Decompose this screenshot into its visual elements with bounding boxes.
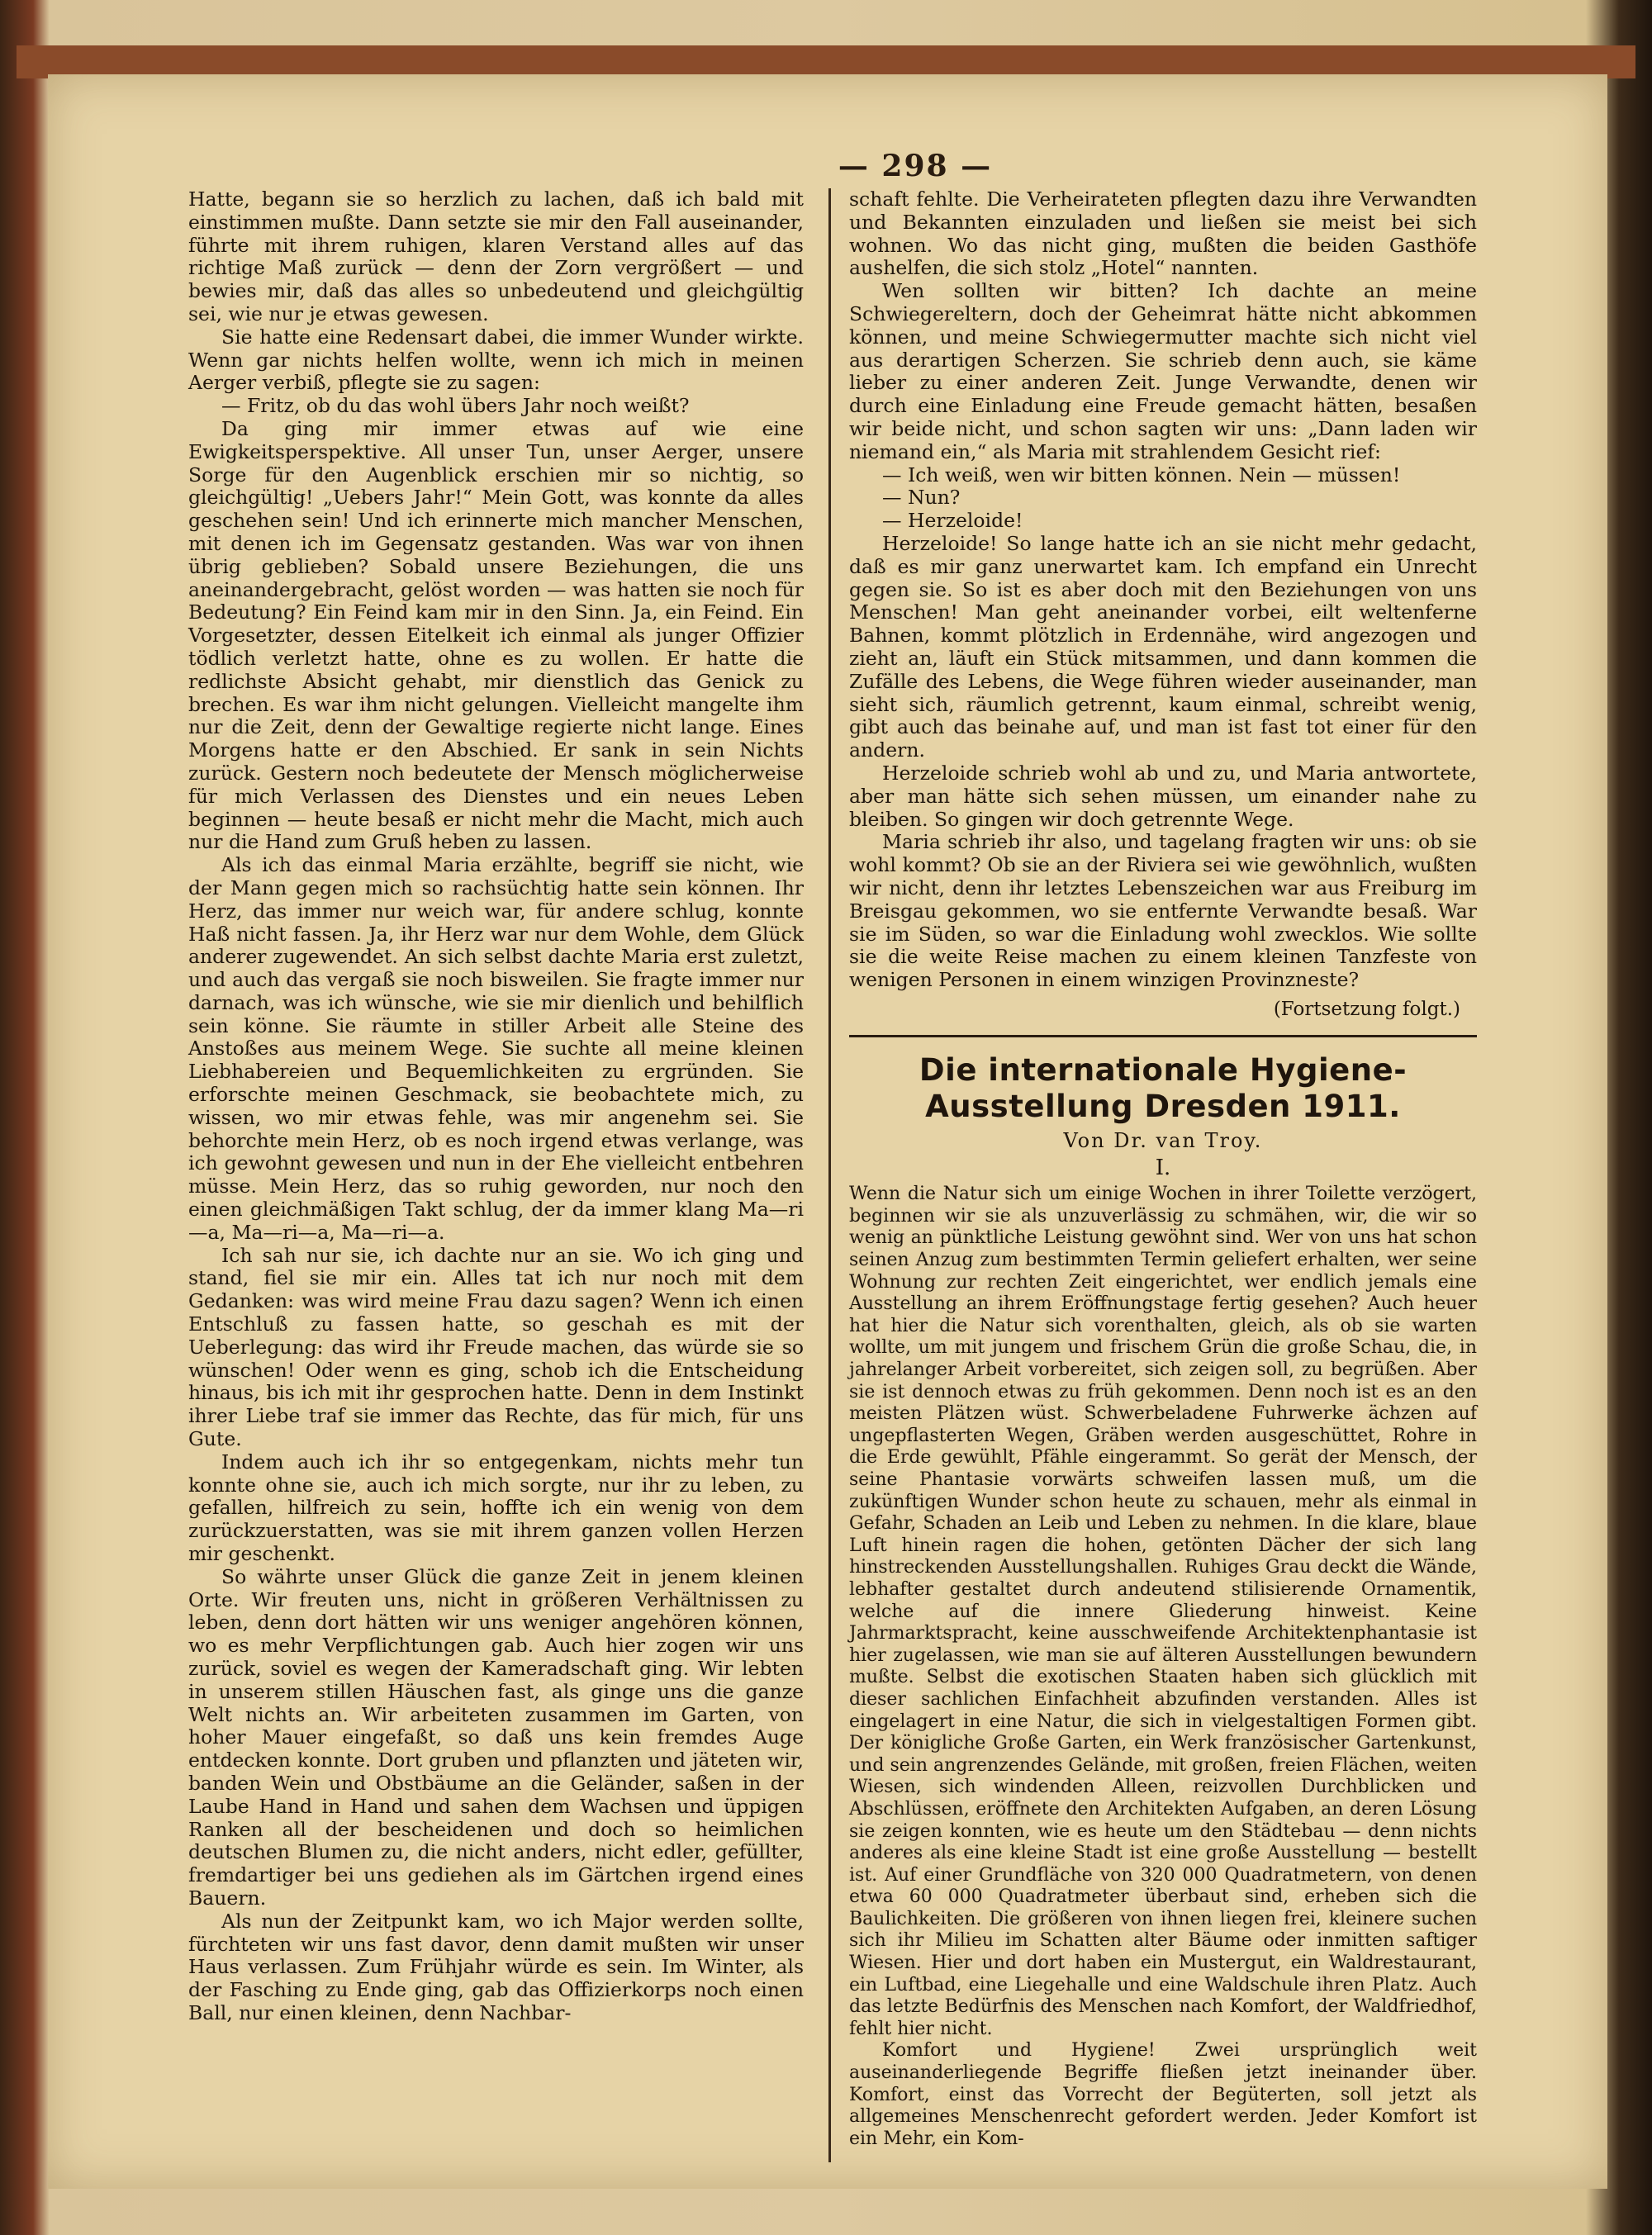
- story-column-right: [849, 188, 1477, 2150]
- page-number: — 298 —: [838, 149, 993, 183]
- article-headline: Die internationale Hygiene-Ausstellung Dresden 1911.: [919, 1051, 1408, 1124]
- story-paragraph: — Fritz, ob du das wohl übers Jahr noch weißt?: [221, 394, 690, 418]
- story-paragraph: — Herzeloide!: [882, 509, 1023, 533]
- story-column-left: [188, 188, 804, 2025]
- story-paragraph: Ich sah nur sie, ich dachte nur an sie. Wo ich ging und stand, fiel sie mir ein. Alles tat ich nur noch mit dem Gedanken: was wird meine Frau dazu sagen? Wenn ich einen Entschluß zu fassen hatte, so geschah es mit der Ueberlegung: das wird ihr Freude machen, das würde sie so wünschen! Oder wenn es ging, schob ich die Entscheidung hinaus, bis ich mit ihr gesprochen hatte. Denn in dem Instinkt ihrer Liebe traf sie immer das Rechte, das für mich, für uns Gute.: [188, 1243, 804, 1451]
- book-edge: [17, 45, 1635, 78]
- story-paragraph: Herzeloide schrieb wohl ab und zu, und Maria antwortete, aber man hätte sich sehen müssen, um einander nahe zu bleiben. So gingen wir doch getrennte Wege.: [849, 761, 1477, 831]
- story-paragraph: — Ich weiß, wen wir bitten können. Nein — müssen!: [882, 463, 1401, 486]
- story-paragraph: Maria schrieb ihr also, und tagelang fragten wir uns: ob sie wohl kommt? Ob sie an der Riviera sei wie gewöhnlich, wußten wir nicht, denn ihr letztes Lebenszeichen war aus Freiburg im Breisgau gekommen, wo sie entfernte Verwandte besaß. War sie im Süden, so war die Einladung wohl zwecklos. Wie sollte sie die weite Reise machen zu einem kleinen Tanzfeste von wenigen Personen in einem winzigen Provinzneste?: [849, 830, 1477, 992]
- story-paragraph: Indem auch ich ihr so entgegenkam, nichts mehr tun konnte ohne sie, auch ich mich sorgte, nur ihr zu leben, zu gefallen, hilfreich zu sein, hoffte ich ein wenig von dem zurückzuerstatten, was sie mit ihrem ganzen vollen Herzen mir geschenkt.: [188, 1450, 804, 1566]
- story-paragraph: schaft fehlte. Die Verheirateten pflegten dazu ihre Verwandten und Bekannten einzuladen und ließen sie meist bei sich wohnen. Wo das nicht ging, mußten die beiden Gasthöfe aushelfen, die sich stolz „Hotel“ nannten.: [849, 187, 1477, 280]
- article-paragraph: Wenn die Natur sich um einige Wochen in ihrer Toilette verzögert, beginnen wir sie als unzuverlässig zu schmähen, wir, die wir so wenig an pünktliche Leistung gewöhnt sind. Wer von uns hat schon seinen Anzug zum bestimmten Termin geliefert erhalten, wer seine Wohnung zur rechten Zeit eingerichtet, wer endlich jemals eine Ausstellung an ihrem Eröffnungstage fertig gesehen? Auch heuer hat hier die Natur sich vorenthalten, gleich, als ob sie warten wollte, um mit jungem und frischem Grün die große Schau, die, in jahrelanger Arbeit vorbereitet, sich zeigen soll, zu begrüßen. Aber sie ist dennoch etwas zu früh gekommen. Denn noch ist es an den meisten Plätzen wüst. Schwerbeladene Fuhrwerke ächzen auf ungepflasterten Wegen, Gräben werden ausgeschüttet, Rohre in die Erde gewühlt, Pfähle eingerammt. So gerät der Mensch, der seine Phantasie vorwärts schweifen lassen muß, um die zukünftigen Wunder schon heute zu schauen, mehr als einmal in Gefahr, Schaden an Leib und Leben zu nehmen. In die klare, blaue Luft hinein ragen die hohen, getönten Dächer der sich lang hinstreckenden Ausstellungshallen. Ruhiges Grau deckt die Wände, lebhafter gestaltet durch andeutend stilisierende Ornamentik, welche auf die innere Gliederung hinweist. Keine Jahrmarktspracht, keine ausschweifende Architektenphantasie ist hier zugelassen, wie man sie auf älteren Ausstellungen bewundern mußte. Selbst die exotischen Staaten haben sich glücklich mit dieser sachlichen Einfachheit abzufinden verstanden. Alles ist eingelagert in eine Natur, die sich in vielgestaltigen Formen gibt. Der königliche Große Garten, ein Werk französischer Gartenkunst, und sein angrenzendes Gelände, mit großen, freien Flächen, weiten Wiesen, sich windenden Alleen, reizvollen Durchblicken und Abschlüssen, eröffnete den Architekten Aufgaben, an deren Lösung sie zeigen konnten, wie es heute um den Städtebau — denn nichts anderes als eine kleine Stadt ist eine große Ausstellung — bestellt ist. Auf einer Grundfläche von 320 000 Quadratmetern, von denen etwa 60 000 Quadratmeter überbaut sind, erheben sich die Baulichkeiten. Die größeren von ihnen liegen frei, kleinere suchen sich ihr Milieu im Schatten alter Bäume oder inmitten saftiger Wiesen. Hier und dort haben ein Mustergut, ein Waldrestaurant, ein Luftbad, eine Liegehalle und eine Waldschule ihren Platz. Auch das letzte Bedürfnis des Menschen nach Komfort, der Waldfriedhof, fehlt hier nicht.: [849, 1184, 1477, 2039]
- article-part-number: I.: [1155, 1155, 1171, 1181]
- story-paragraph: Hatte, begann sie so herzlich zu lachen, daß ich bald mit einstimmen mußte. Dann setzte sie mir den Fall auseinander, führte mit ihrem ruhigen, klaren Verstand alles auf das richtige Maß zurück — denn der Zorn vergrößert — und bewies mir, daß das alles so unbedeutend und gleichgültig sei, wie nur je etwas gewesen.: [188, 187, 804, 325]
- story-paragraph: Als ich das einmal Maria erzählte, begriff sie nicht, wie der Mann gegen mich so rachsüchtig hatte sein können. Ihr Herz, das immer nur weich war, für andere schlug, konnte Haß nicht fassen. Ja, ihr Herz war nur dem Wohle, dem Glück anderer zugewendet. An sich selbst dachte Maria erst zuletzt, und auch das vergaß sie noch bisweilen. Sie fragte immer nur darnach, was ich wünsche, wie sie mir dienlich und behilflich sein könne. Sie räumte in stiller Arbeit alle Steine des Anstoßes aus meinem Wege. Sie suchte all meine kleinen Liebhabereien und Bequemlichkeiten zu ergründen. Sie erforschte meinen Geschmack, sie beobachtete mich, zu wissen, wo mir etwas fehle, was mir angenehm sei. Sie behorchte mein Herz, ob es noch irgend etwas verlange, was ich gewohnt gewesen und nun in der Ehe vielleicht entbehren müsse. Mein Herz, das so ruhig geworden, nur noch den einen gleichmäßigen Takt schlug, der da immer klang Ma—ri—a, Ma—ri—a, Ma—ri—a.: [188, 853, 804, 1244]
- section-rule: [849, 1035, 1477, 1037]
- story-paragraph: So währte unser Glück die ganze Zeit in jenem kleinen Orte. Wir freuten uns, nicht in größeren Verhältnissen zu leben, denn dort hätten wir uns weniger angehören können, wo es mehr Verpflichtungen gab. Auch hier zogen wir uns zurück, soviel es wegen der Kameradschaft ging. Wir lebten in unserem stillen Häuschen fast, als ginge uns die ganze Welt nichts an. Wir arbeiteten zusammen im Garten, von hoher Mauer eingefaßt, so daß uns kein fremdes Auge entdecken konnte. Dort gruben und pflanzten und jäteten wir, banden Wein und Obstbäume an die Geländer, saßen in der Laube Hand in Hand und sahen dem Wachsen und üppigen Ranken all der bescheidenen und doch so heimlichen deutschen Blumen zu, die nicht anders, nicht edler, gefüllter, fremdartiger bei uns gediehen als im Gärtchen irgend eines Bauern.: [188, 1564, 804, 1910]
- continued-note: (Fortsetzung folgt.): [1273, 998, 1460, 1020]
- story-paragraph: Wen sollten wir bitten? Ich dachte an meine Schwiegereltern, doch der Geheimrat hätte nicht abkommen können, und meine Schwiegermutter machte sich nicht viel aus derartigen Scherzen. Sie schrieb denn auch, sie käme lieber zu einer anderen Zeit. Junge Verwandte, denen wir durch eine Einladung eine Freude gemacht hätten, besaßen wir beide nicht, und schon sagten wir uns: „Dann laden wir niemand ein,“ als Maria mit strahlendem Gesicht rief:: [849, 279, 1477, 463]
- story-paragraph: Als nun der Zeitpunkt kam, wo ich Major werden sollte, fürchteten wir uns fast davor, denn damit mußten wir unser Haus verlassen. Zum Frühjahr würde es sein. Im Winter, als der Fasching zu Ende ging, gab das Offizierkorps noch einen Ball, nur einen kleinen, denn Nachbar-: [188, 1909, 804, 2024]
- article-byline: Von Dr. van Troy.: [1063, 1128, 1263, 1152]
- story-paragraph: — Nun?: [882, 486, 961, 510]
- story-paragraph: Sie hatte eine Redensart dabei, die immer Wunder wirkte. Wenn gar nichts helfen wollte, wenn ich mich in meinen Aerger verbiß, pflegte sie zu sagen:: [188, 325, 804, 395]
- column-divider: [828, 188, 831, 2162]
- story-paragraph: Da ging mir immer etwas auf wie eine Ewigkeitsperspektive. All unser Tun, unser Aerger, unsere Sorge für den Augenblick erschien mir so nichtig, so gleichgültig! „Uebers Jahr!“ Mein Gott, was konnte da alles geschehen sein! Und ich erinnerte mich mancher Menschen, mit denen ich im Gegensatz gestanden. Was war von ihnen übrig geblieben? Sobald unsere Beziehungen, die uns aneinandergebracht, gelöst worden — was hatten sie noch für Bedeutung? Ein Feind kam mir in den Sinn. Ja, ein Feind. Ein Vorgesetzter, dessen Eitelkeit ich einmal als junger Offizier tödlich verletzt hatte, ohne es zu wollen. Er hatte die redlichste Absicht gehabt, mir dienstlich das Genick zu brechen. Es war ihm nicht gelungen. Vielleicht mangelte ihm nur die Zeit, denn der Gewaltige regierte nicht lange. Eines Morgens hatte er den Abschied. Er sank in sein Nichts zurück. Gestern noch bedeutete der Mensch möglicherweise für mich Verlassen des Dienstes und ein neues Leben beginnen — heute besaß er nicht mehr die Macht, mich auch nur die Hand zum Gruß heben zu lassen.: [188, 416, 804, 854]
- article-paragraph: Komfort und Hygiene! Zwei ursprünglich weit auseinanderliegende Begriffe fließen jetzt ineinander über. Komfort, einst das Vorrecht der Begüterten, soll jetzt als allgemeines Menschenrecht gefordert werden. Jeder Komfort ist ein Mehr, ein Kom-: [849, 2040, 1477, 2149]
- story-paragraph: Herzeloide! So lange hatte ich an sie nicht mehr gedacht, daß es mir ganz unerwartet kam. Ich empfand ein Unrecht gegen sie. So ist es aber doch mit den Beziehungen von uns Menschen! Man geht aneinander vorbei, eilt weltenferne Bahnen, kommt plötzlich in Erdennähe, wird angezogen und zieht an, läuft ein Stück mitsammen, und dann kommen die Zufälle des Lebens, die Wege führen wieder auseinander, man sieht sich, räumlich getrennt, kaum einmal, schreibt wenig, gibt auch das beinahe auf, und man ist fast tot einer für den andern.: [849, 531, 1477, 762]
